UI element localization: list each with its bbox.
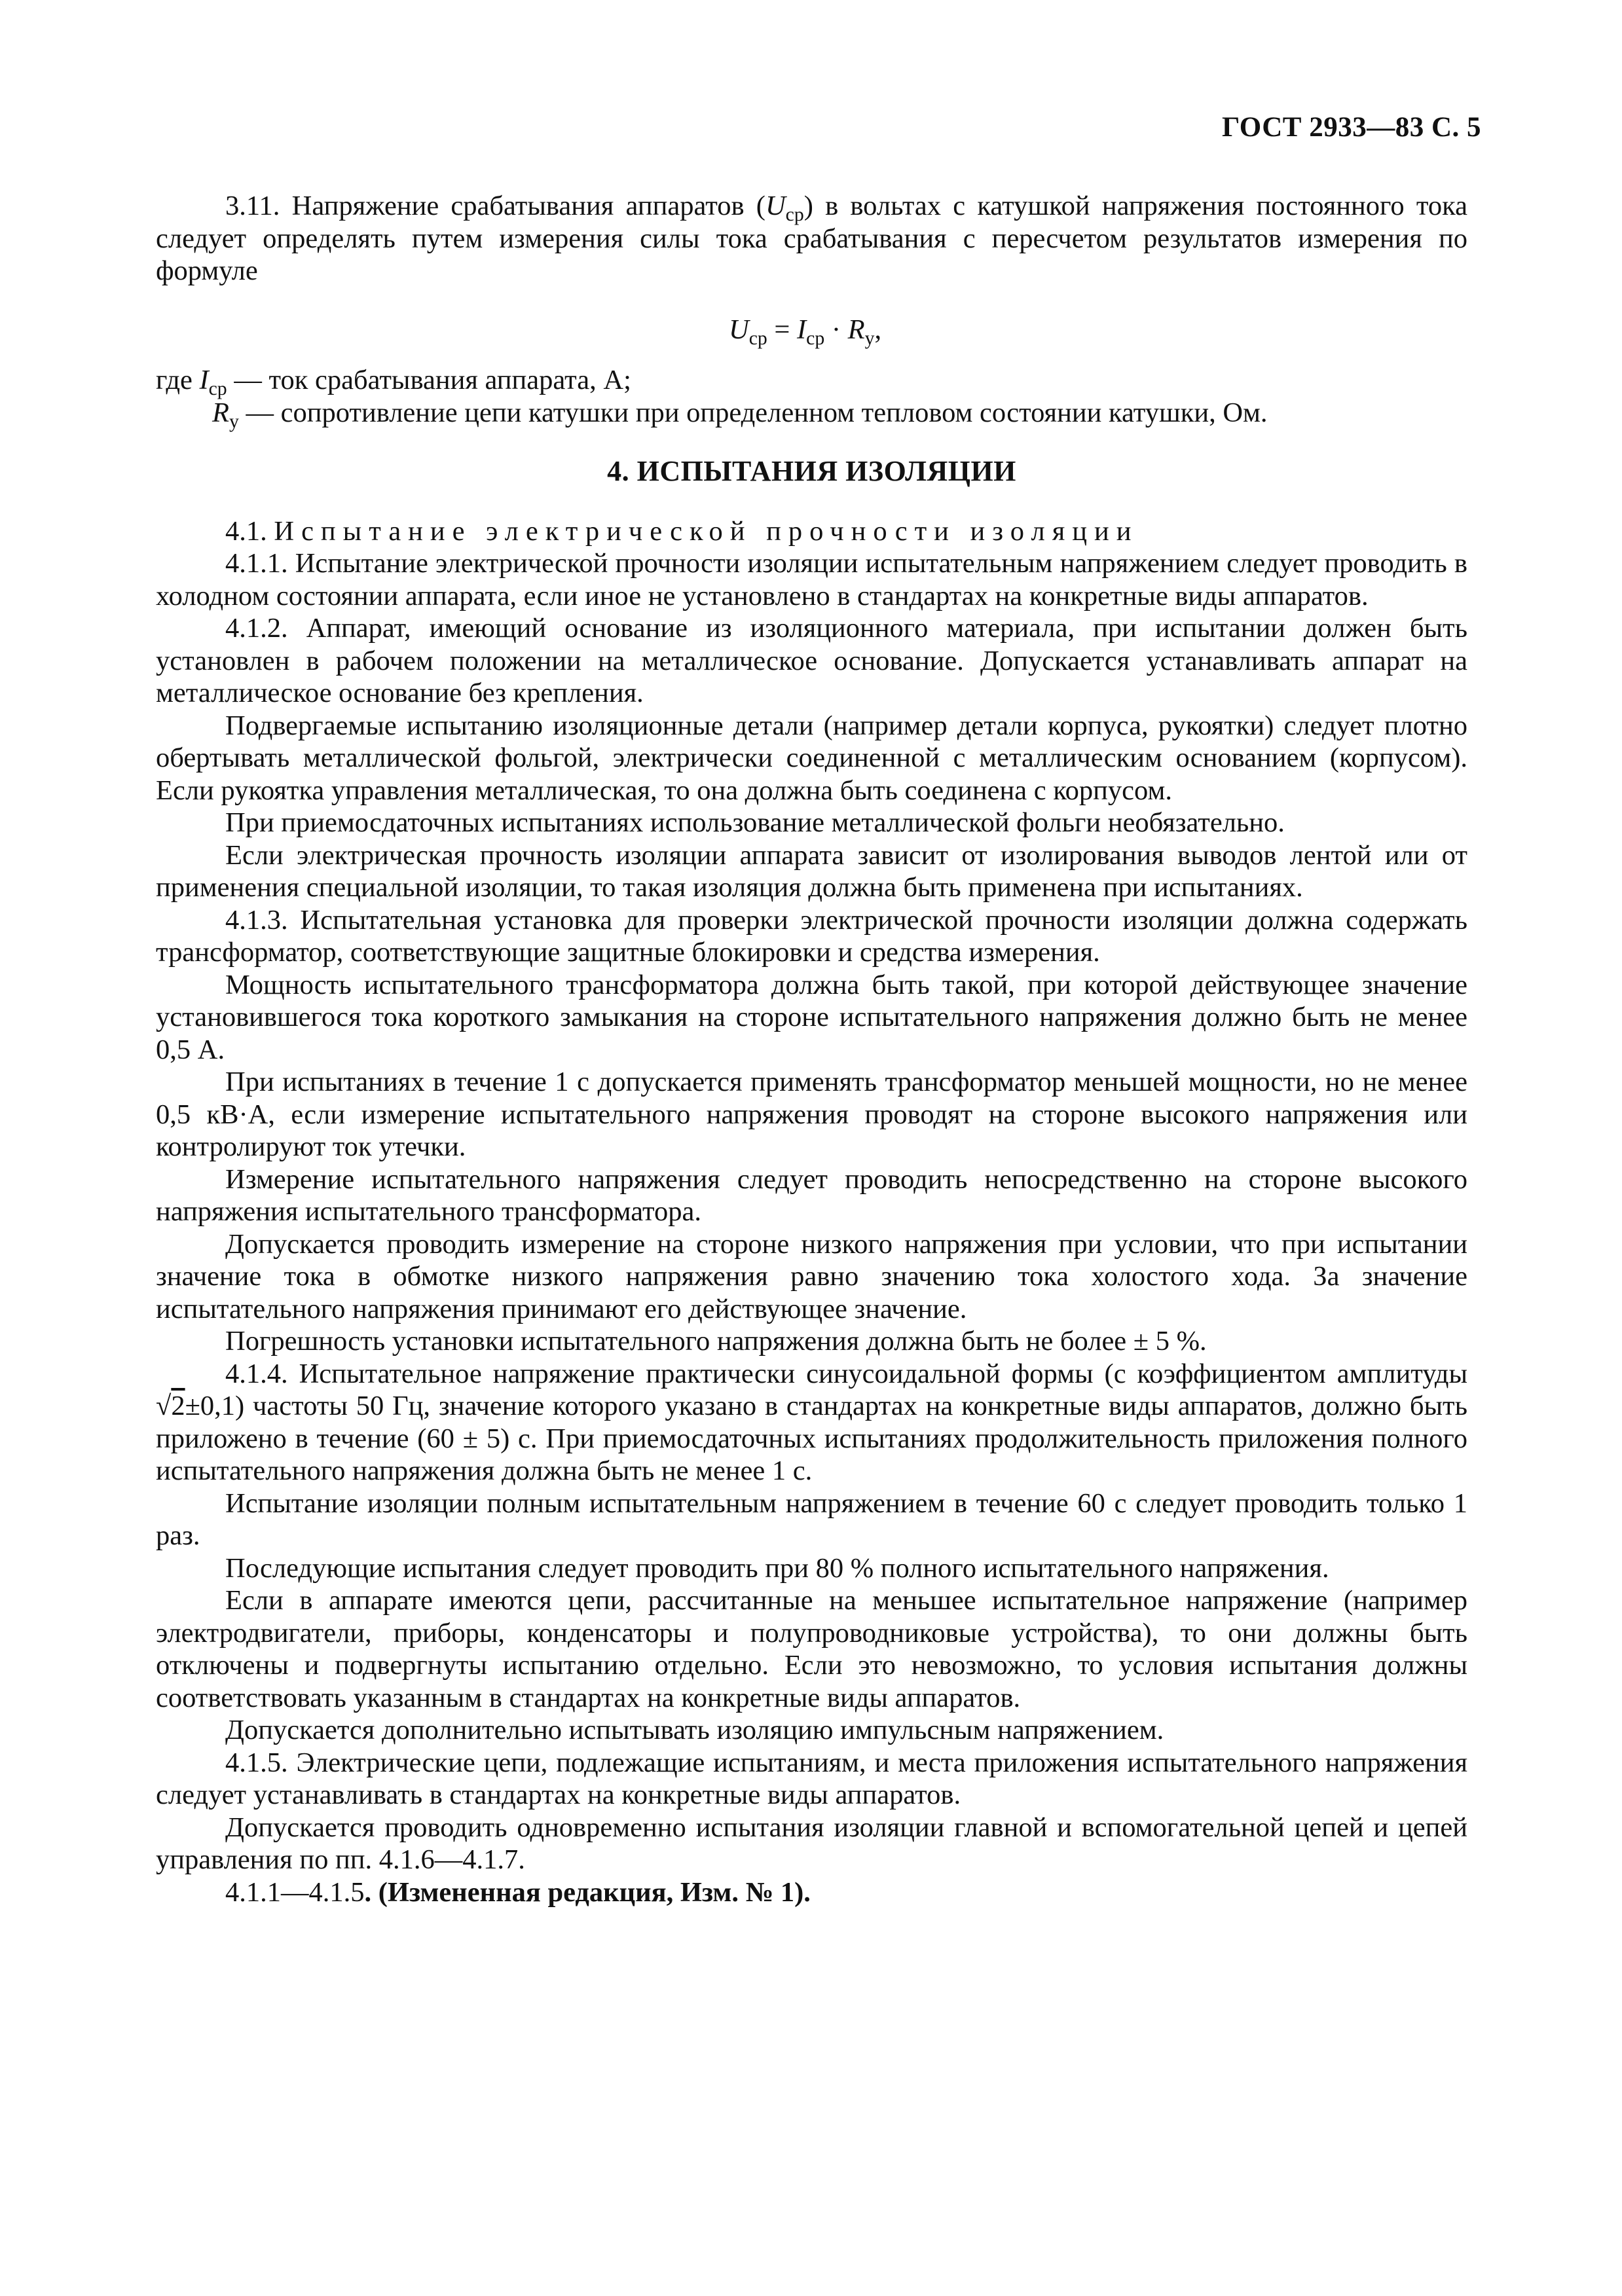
paragraph-3-11: 3.11. Напряжение срабатывания аппаратов $(U_{ср})$ в вольтах с катушкой напряжения постоянного тока следует определять путем измерения силы тока срабатывания с пересчетом результатов измерения по формуле [156, 191, 1467, 286]
paragraph-4-1-3-d: Измерение испытательного напряжения следует проводить непосредственно на стороне высокого напряжения испытательного трансформатора. [156, 1163, 1467, 1227]
paragraph-4-1-2-b: Подвергаемые испытанию изоляционные детали (например детали корпуса, рукоятки) следует плотно обертывать металлической фольгой, электрически соединенной с металлическим основанием (корпусом). Если рукоятка управления металлическая, то она должна быть соединена с корпусом. [156, 710, 1467, 806]
paragraph-4-1-4-c: Последующие испытания следует проводить при 80 % полного испытательного напряжения. [225, 1552, 1329, 1584]
subsection-4-1-title: 4.1. Испытание электрической прочности изоляции [225, 515, 1139, 547]
standard-reference-header: ГОСТ 2933—83 С. 5 [1221, 112, 1481, 143]
document-body [156, 190, 1467, 1908]
paragraph-4-1-4: 4.1.4. Испытательное напряжение практически синусоидальной формы (с коэффициентом амплитуды √2±0,1) частоты 50 Гц, значение которого указано в стандартах на конкретные виды аппаратов, должно быть приложено в течение (60 ± 5) с. При приемосдаточных испытаниях продолжительность приложения полного испытательного напряжения должна быть не менее 1 с. [156, 1358, 1467, 1486]
paragraph-4-1-5-b: Допускается проводить одновременно испытания изоляции главной и вспомогательной цепей и цепей управления по пп. 4.1.6—4.1.7. [156, 1812, 1467, 1875]
formula-ucp: $U_{ср} = I_{ср} \cdot R_у$, [729, 314, 882, 349]
paragraph-4-1-4-b: Испытание изоляции полным испытательным напряжением в течение 60 с следует проводить только 1 раз. [156, 1487, 1467, 1551]
paragraph-4-1-2: 4.1.2. Аппарат, имеющий основание из изоляционного материала, при испытании должен быть установлен в рабочем положении на металлическое основание. Допускается устанавливать аппарат на металлическое основание без крепления. [156, 613, 1467, 708]
where-line-2: $R_у$ — сопротивление цепи катушки при определенном тепловом состоянии катушки, Ом. [212, 397, 1268, 432]
paragraph-4-1-3-e: Допускается проводить измерение на стороне низкого напряжения при условии, что при испытании значение тока в обмотке низкого напряжения равно значению тока холостого хода. За значение испытательного напряжения принимают его действующее значение. [156, 1228, 1467, 1324]
paragraph-4-1-3-f: Погрешность установки испытательного напряжения должна быть не более ± 5 %. [225, 1326, 1207, 1357]
amendment-note: 4.1.1—4.1.5. (Измененная редакция, Изм. № 1). [225, 1876, 811, 1908]
paragraph-4-1-3-b: Мощность испытательного трансформатора должна быть такой, при которой действующее значение установившегося тока короткого замыкания на стороне испытательного напряжения должно быть не менее 0,5 А. [156, 969, 1467, 1065]
paragraph-4-1-5: 4.1.5. Электрические цепи, подлежащие испытаниям, и места приложения испытательного напряжения следует устанавливать в стандартах на конкретные виды аппаратов. [156, 1747, 1467, 1810]
paragraph-4-1-4-d: Если в аппарате имеются цепи, рассчитанные на меньшее испытательное напряжение (например электродвигатели, приборы, конденсаторы и полупроводниковые устройства), то они должны быть отключены и подвергнуты испытанию отдельно. Если это невозможно, то условия испытания должны соответствовать указанным в стандартах на конкретные виды аппаратов. [156, 1585, 1467, 1713]
paragraph-4-1-1: 4.1.1. Испытание электрической прочности изоляции испытательным напряжением следует проводить в холодном состоянии аппарата, если иное не установлено в стандартах на конкретные виды аппаратов. [156, 548, 1467, 611]
section-4-title: 4. ИСПЫТАНИЯ ИЗОЛЯЦИИ [607, 455, 1016, 487]
paragraph-4-1-4-e: Допускается дополнительно испытывать изоляцию импульсным напряжением. [225, 1715, 1164, 1745]
paragraph-4-1-3: 4.1.3. Испытательная установка для проверки электрической прочности изоляции должна содержать трансформатор, соответствующие защитные блокировки и средства измерения. [156, 904, 1467, 968]
paragraph-4-1-2-d: Если электрическая прочность изоляции аппарата зависит от изолирования выводов лентой или от применения специальной изоляции, то такая изоляция должна быть применена при испытаниях. [156, 839, 1467, 903]
paragraph-4-1-2-c: При приемосдаточных испытаниях использование металлической фольги необязательно. [225, 807, 1285, 838]
where-line-1: где $I_{ср}$ — ток срабатывания аппарата, А; [156, 365, 631, 399]
paragraph-4-1-3-c: При испытаниях в течение 1 с допускается применять трансформатор меньшей мощности, но не менее 0,5 кВ·А, если измерение испытательного напряжения проводят на стороне высокого напряжения или контролируют ток утечки. [156, 1066, 1467, 1162]
